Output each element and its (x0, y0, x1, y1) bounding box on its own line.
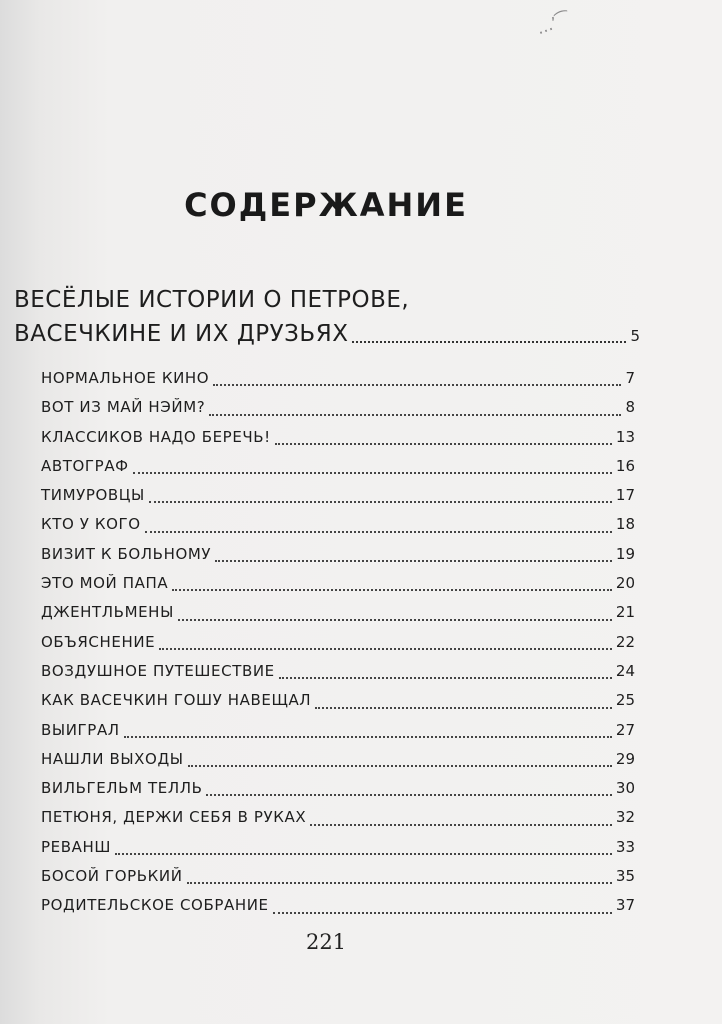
toc-entry (41, 423, 635, 452)
dot-leader (178, 619, 612, 621)
toc-entry (41, 657, 635, 686)
toc-entry-page: 17 (615, 486, 635, 505)
toc-entry-page: 37 (615, 896, 635, 915)
toc-entry-title: АВТОГРАФ (41, 456, 129, 475)
toc-entry (41, 481, 635, 510)
toc-entry (41, 393, 635, 422)
toc-entry-page: 32 (615, 808, 635, 827)
toc-entry-title: БОСОЙ ГОРЬКИЙ (41, 867, 183, 886)
toc-entry-title: КЛАССИКОВ НАДО БЕРЕЧЬ! (41, 427, 271, 446)
section-title-line2-row (14, 317, 640, 351)
toc-entry-title: НАШЛИ ВЫХОДЫ (41, 749, 184, 768)
toc-entry (41, 628, 635, 657)
toc-entry-title: КАК ВАСЕЧКИН ГОШУ НАВЕЩАЛ (41, 691, 312, 710)
page-number: 221 (305, 930, 347, 954)
dot-leader (279, 677, 612, 679)
page-title: СОДЕРЖАНИЕ (184, 186, 468, 224)
toc-entry-title: ВИЗИТ К БОЛЬНОМУ (41, 544, 212, 563)
toc-entry-page: 18 (615, 515, 635, 534)
toc-entry-title: ВОЗДУШНОЕ ПУТЕШЕСТВИЕ (41, 661, 275, 680)
toc-entry-page: 7 (625, 369, 635, 387)
dot-leader (206, 794, 611, 796)
toc-entry-title: КТО У КОГО (41, 515, 141, 534)
toc-entry-page: 19 (615, 544, 635, 563)
dot-leader (145, 531, 612, 533)
toc-entry-page: 29 (615, 749, 635, 768)
dot-leader (310, 824, 612, 826)
dot-leader (159, 648, 612, 650)
toc-entry (41, 716, 635, 745)
toc-entry-title: РОДИТЕЛЬСКОЕ СОБРАНИЕ (41, 896, 269, 915)
toc-entry (41, 686, 635, 715)
dot-leader (275, 443, 612, 445)
toc-entry-page: 16 (615, 456, 635, 475)
toc-entry-title: РЕВАНШ (41, 837, 111, 856)
toc-entry (41, 598, 635, 627)
dot-leader (213, 384, 621, 386)
toc-entry-page: 8 (625, 398, 635, 417)
toc-entry-page: 30 (615, 779, 635, 798)
section-title-line2: ВАСЕЧКИНЕ И ИХ ДРУЗЬЯХ (14, 321, 349, 347)
toc-entry-page: 13 (615, 427, 635, 446)
dot-leader (187, 882, 612, 884)
dot-leader (352, 341, 626, 343)
toc-entry-title: ДЖЕНТЛЬМЕНЫ (41, 603, 174, 622)
toc-entry-page: 21 (615, 603, 635, 622)
dot-leader (273, 912, 612, 914)
toc-entry (41, 803, 635, 832)
corner-mark: …’⁀ (533, 8, 573, 39)
dot-leader (172, 589, 612, 591)
toc-entry-page: 35 (615, 867, 635, 886)
toc-entry-title: ПЕТЮНЯ, ДЕРЖИ СЕБЯ В РУКАХ (41, 808, 307, 827)
toc-entry (41, 452, 635, 481)
dot-leader (188, 765, 612, 767)
toc-entry-page: 20 (615, 574, 635, 593)
toc-entry-title: ТИМУРОВЦЫ (41, 486, 145, 505)
toc-entry-title: НОРМАЛЬНОЕ КИНО (41, 369, 210, 387)
dot-leader (115, 853, 612, 855)
toc-entry-page: 25 (615, 691, 635, 710)
toc-entry-page: 27 (615, 720, 635, 739)
toc-entry (41, 364, 635, 393)
toc-entry-title: ВИЛЬГЕЛЬМ ТЕЛЛЬ (41, 779, 203, 798)
toc-entry (41, 569, 635, 598)
toc-entry (41, 745, 635, 774)
toc-entry (41, 833, 635, 862)
toc-entry (41, 774, 635, 803)
toc-entry (41, 510, 635, 539)
toc-entry-page: 24 (615, 661, 635, 680)
section-page-number: 5 (630, 327, 640, 345)
toc-entry (41, 862, 635, 891)
dot-leader (209, 414, 621, 416)
toc-entry (41, 891, 635, 920)
toc-entry-title: ВОТ ИЗ МАЙ НЭЙМ? (41, 398, 206, 417)
section-title-line1: ВЕСЁЛЫЕ ИСТОРИИ О ПЕТРОВЕ, (14, 287, 410, 313)
dot-leader (215, 560, 612, 562)
dot-leader (149, 501, 612, 503)
toc-entry-title: ВЫИГРАЛ (41, 720, 120, 739)
dot-leader (124, 736, 612, 738)
toc-entry-title: ЭТО МОЙ ПАПА (41, 574, 169, 593)
toc-entry (41, 540, 635, 569)
toc-list (41, 364, 635, 921)
section-heading (14, 283, 640, 351)
toc-entry-page: 33 (615, 837, 635, 856)
toc-entry-page: 22 (615, 632, 635, 651)
dot-leader (315, 707, 612, 709)
toc-entry-title: ОБЪЯСНЕНИЕ (41, 632, 156, 651)
dot-leader (133, 472, 612, 474)
